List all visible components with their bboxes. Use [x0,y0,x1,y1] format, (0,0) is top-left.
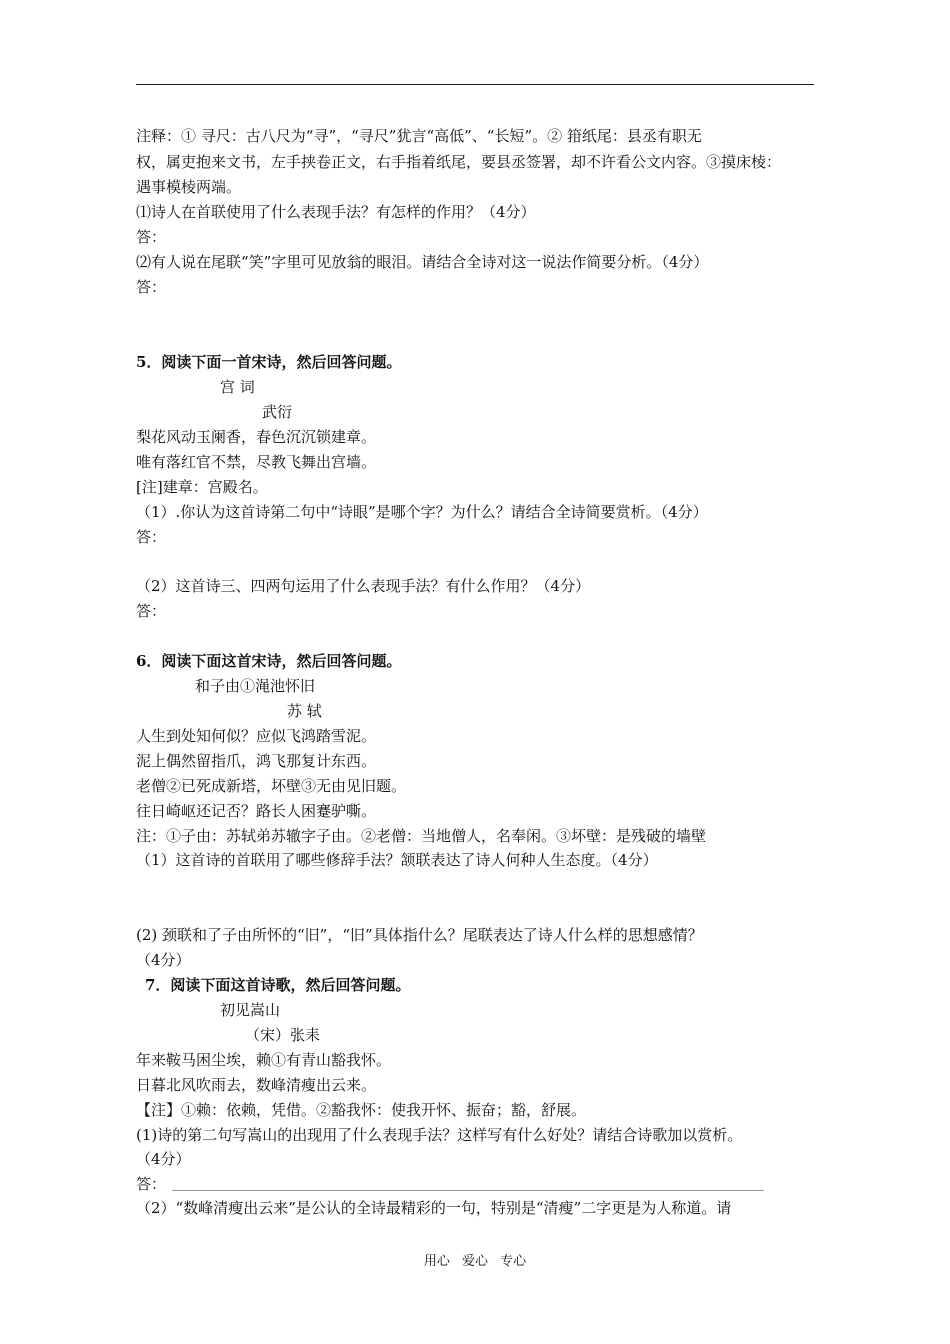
poem-title: 和子由①渑池怀旧 [195,677,316,695]
question: ⑴诗人在首联使用了什么表现手法？有怎样的作用？（4分） [136,203,536,221]
answer-label: 答： [136,602,167,620]
poem-title: 初见嵩山 [220,1001,281,1019]
note-line: 权，属吏抱来文书，左手挟卷正文，右手指着纸尾，要县丞签署，却不许看公文内容。③摸床棱： [136,153,782,171]
poem-note: 注：①子由：苏轼弟苏辙字子由。②老僧：当地僧人，名奉闲。③坏壁：是残破的墙壁 [136,827,707,845]
poem-line: 往日崎岖还记否？路长人困蹇驴嘶。 [136,802,377,820]
poem-author: 苏 轼 [287,702,322,720]
poem-author: （宋）张耒 [245,1026,321,1044]
question: ⑵有人说在尾联“笑”字里可见放翁的眼泪。请结合全诗对这一说法作简要分析。（4分） [136,253,709,271]
question: (2) 颈联和了子由所怀的“旧”，“旧”具体指什么？尾联表达了诗人什么样的思想感情？ [136,926,703,944]
question: （2）这首诗三、四两句运用了什么表现手法？有什么作用？（4分） [136,577,591,595]
section-heading: 6．阅读下面这首宋诗，然后回答问题。 [136,652,402,670]
poem-line: 梨花风动玉阑香，春色沉沉锁建章。 [136,428,377,446]
answer-label: 答： [136,1175,167,1193]
answer-blank-line [172,1190,764,1191]
poem-line: 人生到处知何似？应似飞鸿踏雪泥。 [136,727,377,745]
poem-author: 武衍 [262,403,293,421]
poem-line: 泥上偶然留指爪，鸿飞那复计东西。 [136,752,377,770]
poem-line: 年来鞍马困尘埃，赖①有青山豁我怀。 [136,1051,392,1069]
page-footer: 用心 爱心 专心 [423,1254,527,1269]
question: （4分） [136,951,191,969]
question: （4分） [136,1150,191,1168]
header-rule [136,84,814,85]
poem-line: 老僧②已死成新塔，坏壁③无由见旧题。 [136,777,407,795]
poem-note: 【注】①赖：依赖，凭借。②豁我怀：使我开怀、振奋；豁，舒展。 [136,1101,587,1119]
section-heading: 5．阅读下面一首宋诗，然后回答问题。 [136,353,402,371]
poem-line: 唯有落红官不禁，尽教飞舞出宫墙。 [136,453,377,471]
note-line: 注释：① 寻尺：古八尺为“寻”，“寻尺”犹言“高低”、“长短”。② 箝纸尾：县丞有职无 [136,127,702,145]
answer-label: 答： [136,528,167,546]
question: （1）这首诗的首联用了哪些修辞手法？颔联表达了诗人何种人生态度。（4分） [136,851,658,869]
poem-line: 日暮北风吹雨去，数峰清瘦出云来。 [136,1076,377,1094]
question: （1）.你认为这首诗第二句中“诗眼”是哪个字？为什么？请结合全诗简要赏析。（4分） [136,503,708,521]
poem-title: 宫 词 [220,378,255,396]
note-line: 遇事模棱两端。 [136,178,242,196]
answer-label: 答： [136,278,167,296]
answer-label: 答： [136,228,167,246]
poem-note: [注]建章：宫殿名。 [136,478,268,496]
question: （2）“数峰清瘦出云来”是公认的全诗最精彩的一句，特别是“清瘦”二字更是为人称道。请 [136,1199,732,1217]
question: (1)诗的第二句写嵩山的出现用了什么表现手法？这样写有什么好处？请结合诗歌加以赏析。 [136,1126,743,1144]
section-heading: 7．阅读下面这首诗歌，然后回答问题。 [145,976,411,994]
